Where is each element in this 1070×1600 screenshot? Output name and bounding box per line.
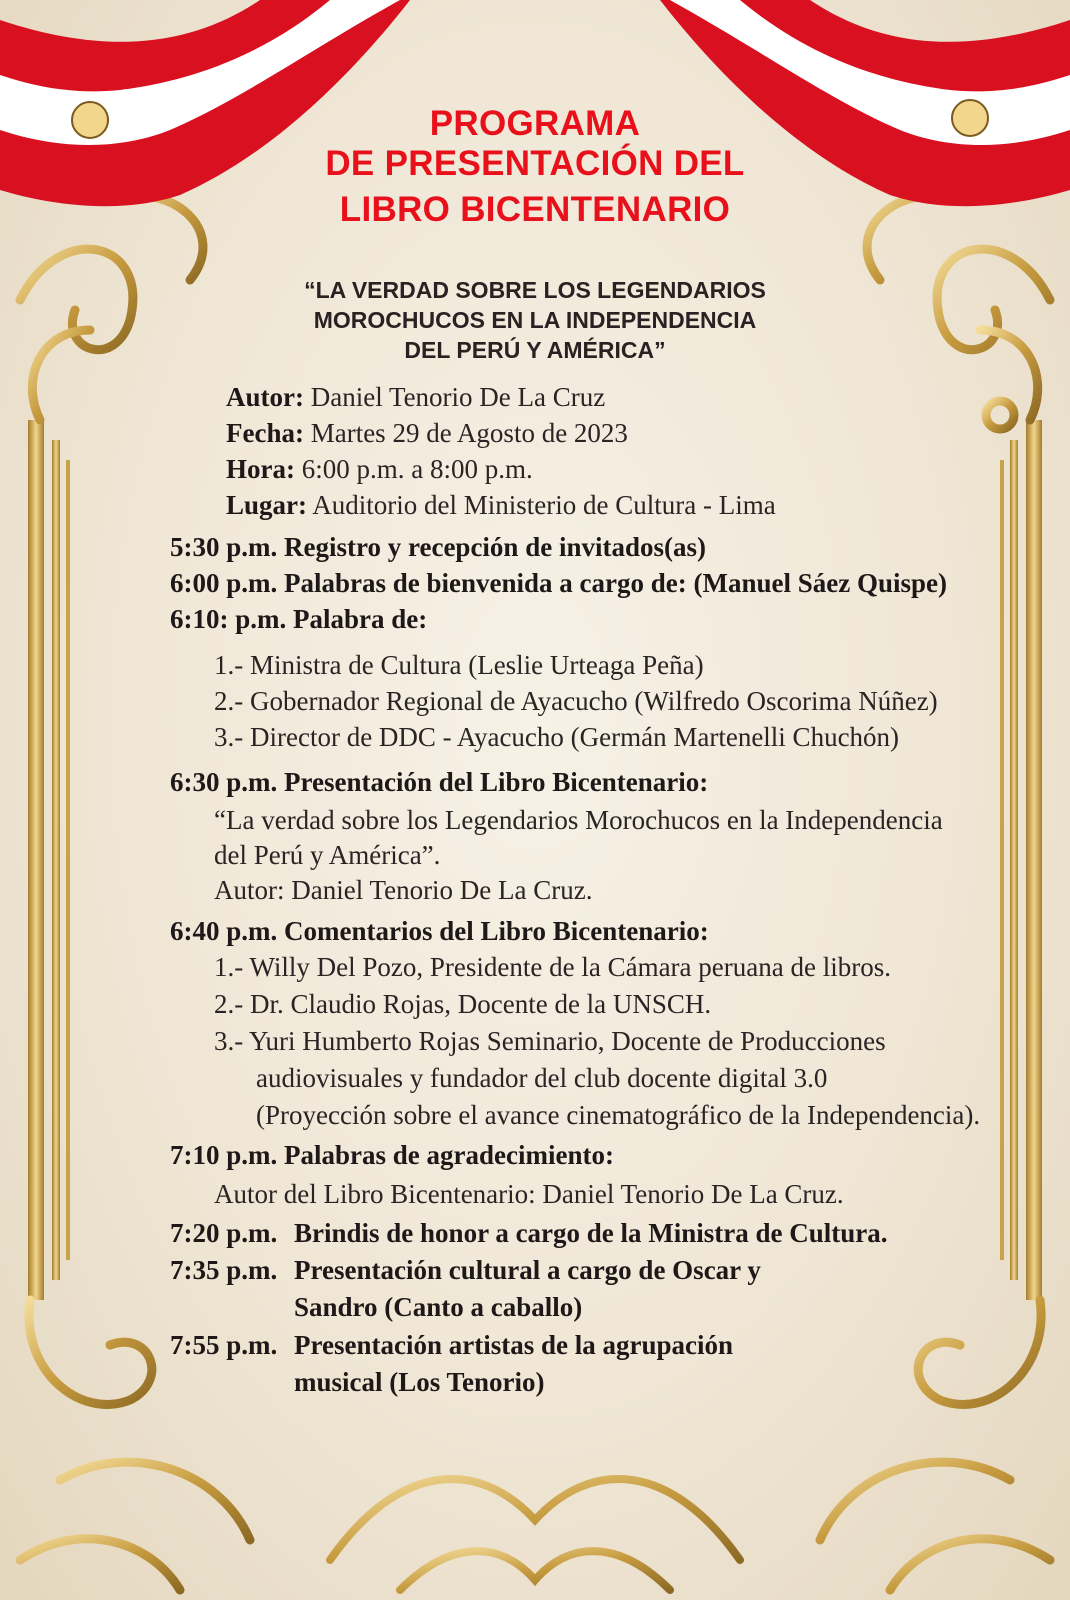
scroll-ornament-bottom-center xyxy=(330,1479,740,1590)
program-item-710-1: Autor del Libro Bicentenario: Daniel Tenorio De La Cruz. xyxy=(214,1179,844,1209)
left-pillar xyxy=(28,420,70,1300)
program-item-610-1: 1.- Ministra de Cultura (Leslie Urteaga Peña) xyxy=(214,650,704,680)
info-lugar xyxy=(226,488,776,522)
program-item-640: 6:40 p.m. Comentarios del Libro Bicentenario: xyxy=(170,916,709,946)
program-item-755-time: 7:55 p.m. xyxy=(170,1330,278,1360)
program-item-640-1: 1.- Willy Del Pozo, Presidente de la Cámara peruana de libros. xyxy=(214,952,891,982)
program-item-735-text-1: Presentación cultural a cargo de Oscar y xyxy=(294,1255,761,1285)
program-item-600: 6:00 p.m. Palabras de bienvenida a cargo de: (Manuel Sáez Quispe) xyxy=(170,568,947,598)
program-item-630-1: “La verdad sobre los Legendarios Morochucos en la Independencia xyxy=(214,805,943,835)
program-item-755-text-2: musical (Los Tenorio) xyxy=(294,1367,545,1397)
hora-value: 6:00 p.m. a 8:00 p.m. xyxy=(301,454,533,484)
program-item-710: 7:10 p.m. Palabras de agradecimiento: xyxy=(170,1140,614,1170)
program-item-610-2: 2.- Gobernador Regional de Ayacucho (Wilfredo Oscorima Núñez) xyxy=(214,686,938,716)
program-item-640-3c: (Proyección sobre el avance cinematográfico de la Independencia). xyxy=(256,1100,981,1130)
lugar-label: Lugar: xyxy=(226,490,307,520)
title-line-2: DE PRESENTACIÓN DEL xyxy=(325,144,745,183)
fecha-label: Fecha: xyxy=(226,418,304,448)
scroll-ornament-bottom-right xyxy=(820,1300,1050,1590)
book-title-line-3: DEL PERÚ Y AMÉRICA” xyxy=(404,337,666,363)
autor-label: Autor: xyxy=(226,382,304,412)
program-item-720-text: Brindis de honor a cargo de la Ministra de Cultura. xyxy=(294,1218,888,1248)
program-item-640-3: 3.- Yuri Humberto Rojas Seminario, Docente de Producciones xyxy=(214,1026,886,1056)
info-fecha xyxy=(226,416,628,450)
lugar-value: Auditorio del Ministerio de Cultura - Lima xyxy=(312,490,776,520)
program-item-640-3b: audiovisuales y fundador del club docente digital 3.0 xyxy=(256,1063,828,1093)
program-item-640-2: 2.- Dr. Claudio Rojas, Docente de la UNSCH. xyxy=(214,989,712,1019)
program-item-735-text-2: Sandro (Canto a caballo) xyxy=(294,1292,583,1322)
program-item-610: 6:10: p.m. Palabra de: xyxy=(170,604,428,634)
right-pillar xyxy=(1000,420,1042,1300)
book-title-line-1: “LA VERDAD SOBRE LOS LEGENDARIOS xyxy=(304,277,766,303)
fecha-value: Martes 29 de Agosto de 2023 xyxy=(310,418,628,448)
program-item-630-2: del Perú y América”. xyxy=(214,840,441,870)
hora-label: Hora: xyxy=(226,454,295,484)
title-line-3: LIBRO BICENTENARIO xyxy=(339,190,731,229)
program-item-610-3: 3.- Director de DDC - Ayacucho (Germán Martenelli Chuchón) xyxy=(214,722,900,752)
program-item-735-time: 7:35 p.m. xyxy=(170,1255,278,1285)
program-item-630: 6:30 p.m. Presentación del Libro Bicentenario: xyxy=(170,767,709,797)
info-autor xyxy=(226,380,605,414)
program-item-630-3: Autor: Daniel Tenorio De La Cruz. xyxy=(214,875,593,905)
program-item-530: 5:30 p.m. Registro y recepción de invitados(as) xyxy=(170,532,706,562)
autor-value: Daniel Tenorio De La Cruz xyxy=(310,382,606,412)
program-item-720-time: 7:20 p.m. xyxy=(170,1218,278,1248)
program-item-755-text-1: Presentación artistas de la agrupación xyxy=(294,1330,733,1360)
title-line-1: PROGRAMA xyxy=(429,104,641,143)
info-hora xyxy=(226,452,533,486)
book-title-line-2: MOROCHUCOS EN LA INDEPENDENCIA xyxy=(313,307,757,333)
